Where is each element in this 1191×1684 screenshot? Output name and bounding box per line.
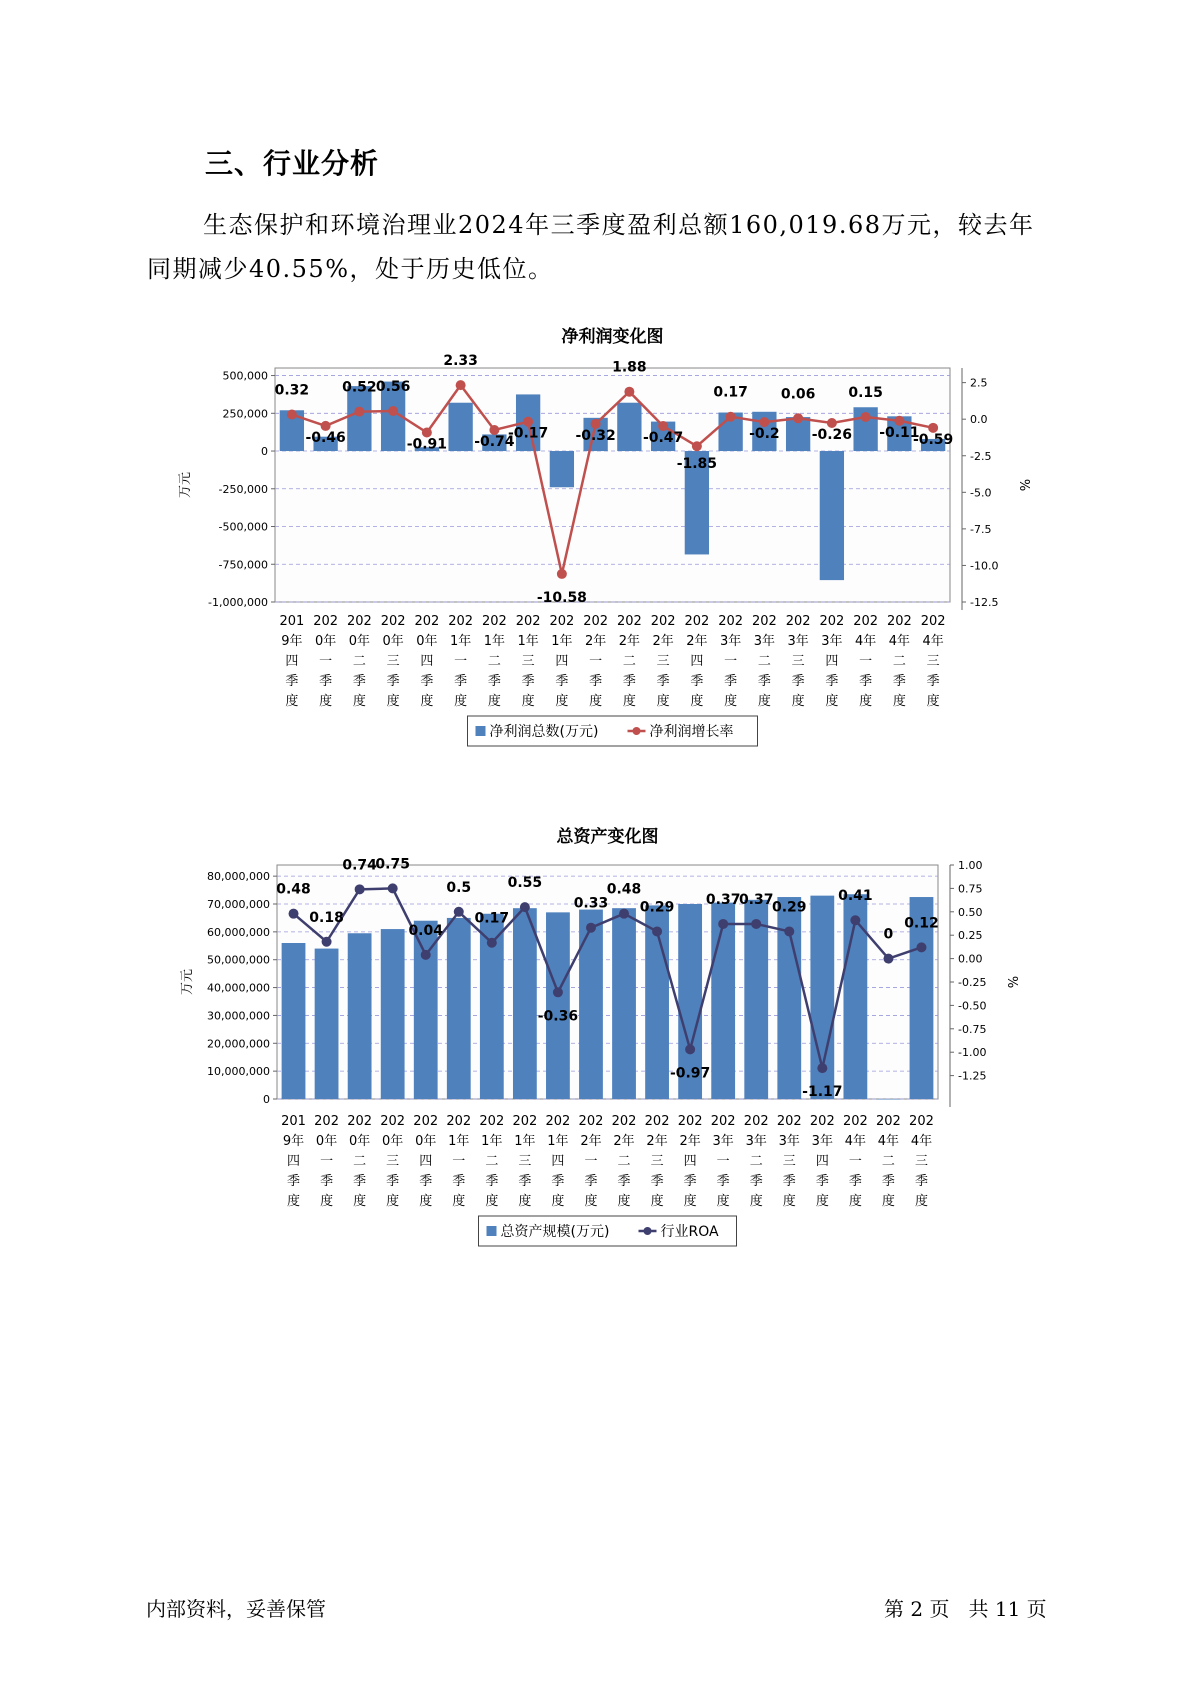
data-label: 0.41: [838, 888, 873, 905]
line-point: [287, 410, 297, 420]
line-point: [692, 441, 702, 451]
x-tick-label: 202 0年四季度: [413, 1114, 439, 1209]
bar: [282, 943, 306, 1099]
y-left-tick-label: 0: [261, 445, 268, 459]
y-right-tick-label: -10.0: [970, 559, 999, 573]
y-left-axis-label: 万元: [180, 968, 195, 996]
x-tick-label: 202 4年一季度: [853, 614, 879, 709]
total-assets-chart: [0, 820, 1191, 1280]
bar: [877, 1099, 901, 1100]
y-left-tick-label: 500,000: [222, 369, 268, 383]
data-label: 0.33: [573, 895, 609, 912]
x-tick-label: 202 0年三季度: [380, 614, 406, 709]
line-point: [354, 407, 364, 417]
line-point: [817, 1063, 827, 1073]
x-tick-label: 202 1年四季度: [545, 1114, 571, 1209]
x-tick-label: 202 4年三季度: [909, 1114, 934, 1209]
line-point: [520, 902, 530, 912]
y-right-tick-label: -5.0: [970, 486, 992, 500]
line-point: [456, 380, 466, 390]
y-right-axis-label: %: [1004, 975, 1019, 989]
footer-page-number: 第 2 页 共 11 页: [884, 1597, 1047, 1621]
data-label: 0.75: [375, 856, 410, 873]
summary-paragraph: [147, 203, 1047, 291]
data-label: 0.37: [738, 891, 774, 908]
data-label: 0.17: [474, 910, 510, 927]
data-label: 0.48: [606, 881, 642, 898]
y-left-tick-label: -250,000: [218, 482, 268, 496]
data-label: -1.85: [676, 456, 718, 473]
x-tick-label: 202 4年三季度: [920, 614, 946, 709]
data-label: -10.58: [536, 589, 587, 606]
bar: [347, 386, 371, 451]
bar: [381, 929, 405, 1099]
x-tick-label: 202 0年三季度: [380, 1114, 406, 1209]
x-tick-label: 202 4年一季度: [842, 1114, 868, 1209]
data-label: -0.17: [507, 425, 549, 442]
y-left-tick-label: 70,000,000: [207, 898, 270, 911]
data-label: 0.06: [780, 386, 816, 403]
data-label: 0.12: [904, 915, 939, 932]
y-right-tick-label: 1.00: [958, 859, 983, 872]
y-right-axis-label: %: [1016, 478, 1031, 492]
y-left-tick-label: 30,000,000: [207, 1009, 270, 1023]
y-left-tick-label: 10,000,000: [207, 1065, 270, 1079]
legend-label-line: 行业ROA: [660, 1224, 719, 1240]
data-label: -0.11: [879, 424, 920, 441]
line-point: [322, 937, 332, 947]
legend-label-bar: 总资产规模(万元): [500, 1224, 610, 1240]
data-label: -0.74: [474, 434, 515, 451]
data-label: 0.74: [342, 857, 377, 874]
bar: [617, 403, 641, 451]
line-point: [619, 909, 629, 919]
bar: [612, 908, 636, 1099]
y-right-tick-label: -2.5: [970, 449, 992, 463]
line-point: [861, 412, 871, 422]
x-tick-label: 202 0年一季度: [314, 1114, 339, 1209]
bar: [550, 451, 574, 487]
line-point: [718, 919, 728, 929]
line-point: [388, 406, 398, 416]
x-tick-label: 202 2年三季度: [644, 1114, 670, 1209]
x-tick-label: 202 0年四季度: [414, 614, 440, 709]
bar: [546, 912, 570, 1099]
x-tick-label: 202 4年二季度: [886, 614, 912, 709]
data-label: -0.59: [912, 431, 954, 448]
y-left-tick-label: 20,000,000: [207, 1037, 270, 1051]
x-tick-label: 202 2年二季度: [611, 1114, 637, 1209]
data-label: 1.88: [612, 359, 647, 376]
line-point: [557, 569, 567, 579]
x-tick-label: 202 3年三季度: [785, 614, 811, 709]
x-tick-label: 201 9年四季度: [279, 614, 305, 709]
bar: [348, 933, 372, 1099]
x-tick-label: 202 1年二季度: [479, 1114, 505, 1209]
x-tick-label: 202 2年四季度: [684, 614, 710, 709]
line-point: [624, 387, 634, 397]
y-right-tick-label: 2.5: [970, 376, 988, 390]
y-right-tick-label: -0.50: [958, 999, 987, 1013]
y-right-tick-label: 0.0: [970, 413, 988, 427]
plot-area: [275, 368, 950, 602]
line-point: [726, 412, 736, 422]
bar: [315, 949, 339, 1099]
x-tick-label: 202 1年一季度: [446, 1114, 472, 1209]
data-label: 0.55: [507, 875, 543, 892]
data-label: -0.46: [305, 429, 346, 446]
x-tick-label: 202 3年二季度: [743, 1114, 769, 1209]
data-label: 0.32: [274, 382, 310, 399]
summary-text: 生态保护和环境治理业2024年三季度盈利总额160,019.68万元，较去年同期减少40.55%，处于历史低位。: [147, 211, 1035, 283]
x-tick-label: 202 3年二季度: [751, 614, 777, 709]
line-point: [487, 938, 497, 948]
line-point: [916, 942, 926, 952]
y-left-tick-label: -750,000: [218, 558, 268, 572]
line-point: [388, 883, 398, 893]
line-point: [289, 909, 299, 919]
y-right-tick-label: -1.25: [958, 1069, 987, 1083]
line-point: [850, 915, 860, 925]
x-tick-label: 202 3年三季度: [776, 1114, 802, 1209]
x-tick-label: 202 3年一季度: [718, 614, 744, 709]
data-label: 0.56: [375, 378, 411, 395]
bar: [447, 918, 471, 1099]
data-label: -0.47: [642, 430, 684, 447]
y-left-tick-label: 50,000,000: [207, 953, 270, 967]
line-point: [586, 923, 596, 933]
y-right-tick-label: -0.75: [958, 1022, 987, 1036]
data-label: 0.17: [713, 384, 748, 401]
legend-label-bar: 净利润总数(万元): [489, 724, 599, 740]
y-left-axis-label: 万元: [178, 471, 193, 499]
data-label: 0.37: [705, 891, 741, 908]
data-label: -0.32: [575, 427, 616, 444]
x-tick-label: 202 1年三季度: [515, 614, 541, 709]
y-right-tick-label: 0.75: [958, 882, 983, 896]
data-label: 0.52: [342, 379, 377, 396]
bar: [513, 908, 537, 1099]
legend-swatch-point: [644, 1227, 652, 1235]
legend-swatch-bar: [487, 1226, 497, 1236]
line-point: [883, 954, 893, 964]
line-point: [784, 926, 794, 936]
legend-label-line: 净利润增长率: [649, 724, 734, 740]
y-right-tick-label: 0.50: [958, 905, 983, 919]
data-label: 0.29: [772, 899, 807, 916]
net-profit-chart: [0, 320, 1191, 780]
line-point: [553, 987, 563, 997]
x-tick-label: 202 2年一季度: [583, 614, 609, 709]
data-label: -1.17: [802, 1084, 843, 1101]
y-right-tick-label: -1.00: [958, 1046, 987, 1060]
data-label: 0.15: [848, 384, 883, 401]
bar: [579, 910, 603, 1099]
y-left-tick-label: -1,000,000: [208, 596, 268, 609]
bar: [414, 921, 438, 1099]
data-label: -0.97: [669, 1065, 711, 1082]
y-right-tick-label: 0.00: [958, 952, 983, 966]
legend-swatch-bar: [476, 726, 486, 736]
chart-title: 净利润变化图: [561, 327, 664, 347]
x-tick-label: 202 1年三季度: [512, 1114, 538, 1209]
data-label: 0.5: [446, 879, 472, 896]
y-left-tick-label: 250,000: [222, 407, 268, 421]
data-label: -0.2: [749, 426, 780, 443]
x-tick-label: 202 1年四季度: [549, 614, 575, 709]
line-point: [652, 926, 662, 936]
x-tick-label: 202 1年一季度: [448, 614, 474, 709]
x-tick-label: 202 0年一季度: [313, 614, 339, 709]
data-label: -0.26: [811, 426, 853, 443]
section-heading: 三、行业分析: [205, 147, 380, 180]
legend-swatch-point: [633, 727, 641, 735]
data-label: 0.48: [276, 881, 311, 898]
y-right-tick-label: -0.25: [958, 976, 987, 989]
data-label: 0.18: [309, 909, 344, 926]
footer-confidential: 内部资料，妥善保管: [146, 1597, 326, 1621]
line-point: [751, 919, 761, 929]
x-tick-label: 202 4年二季度: [876, 1114, 901, 1209]
y-left-tick-label: -500,000: [218, 520, 268, 534]
bar: [448, 403, 472, 451]
y-right-tick-label: 0.25: [958, 929, 983, 943]
bar: [744, 900, 768, 1099]
x-tick-label: 202 1年二季度: [481, 614, 507, 709]
data-label: -0.36: [537, 1008, 579, 1025]
x-tick-label: 202 3年一季度: [710, 1114, 736, 1209]
data-label: 2.33: [443, 353, 478, 370]
data-label: -0.91: [406, 436, 448, 453]
y-left-tick-label: 0: [263, 1093, 270, 1106]
x-tick-label: 202 3年四季度: [819, 614, 845, 709]
bar: [711, 903, 735, 1099]
data-label: 0: [883, 926, 894, 943]
y-right-tick-label: -12.5: [970, 596, 999, 609]
chart-title: 总资产变化图: [556, 827, 659, 847]
x-tick-label: 202 2年二季度: [616, 614, 642, 709]
x-tick-label: 202 0年二季度: [346, 614, 372, 709]
x-tick-label: 202 2年四季度: [677, 1114, 703, 1209]
line-point: [355, 884, 365, 894]
data-label: 0.04: [408, 922, 443, 939]
line-point: [454, 907, 464, 917]
x-tick-label: 202 3年四季度: [809, 1114, 835, 1209]
x-tick-label: 202 0年二季度: [347, 1114, 373, 1209]
y-left-tick-label: 80,000,000: [207, 870, 270, 884]
line-point: [685, 1044, 695, 1054]
bar: [820, 451, 844, 580]
y-left-tick-label: 60,000,000: [207, 925, 270, 939]
x-tick-label: 202 2年一季度: [578, 1114, 604, 1209]
x-tick-label: 202 2年三季度: [650, 614, 676, 709]
x-tick-label: 201 9年四季度: [281, 1114, 306, 1209]
data-label: 0.29: [639, 899, 675, 916]
line-point: [421, 950, 431, 960]
y-left-tick-label: 40,000,000: [207, 981, 270, 995]
line-point: [793, 413, 803, 423]
y-right-tick-label: -7.5: [970, 522, 992, 536]
